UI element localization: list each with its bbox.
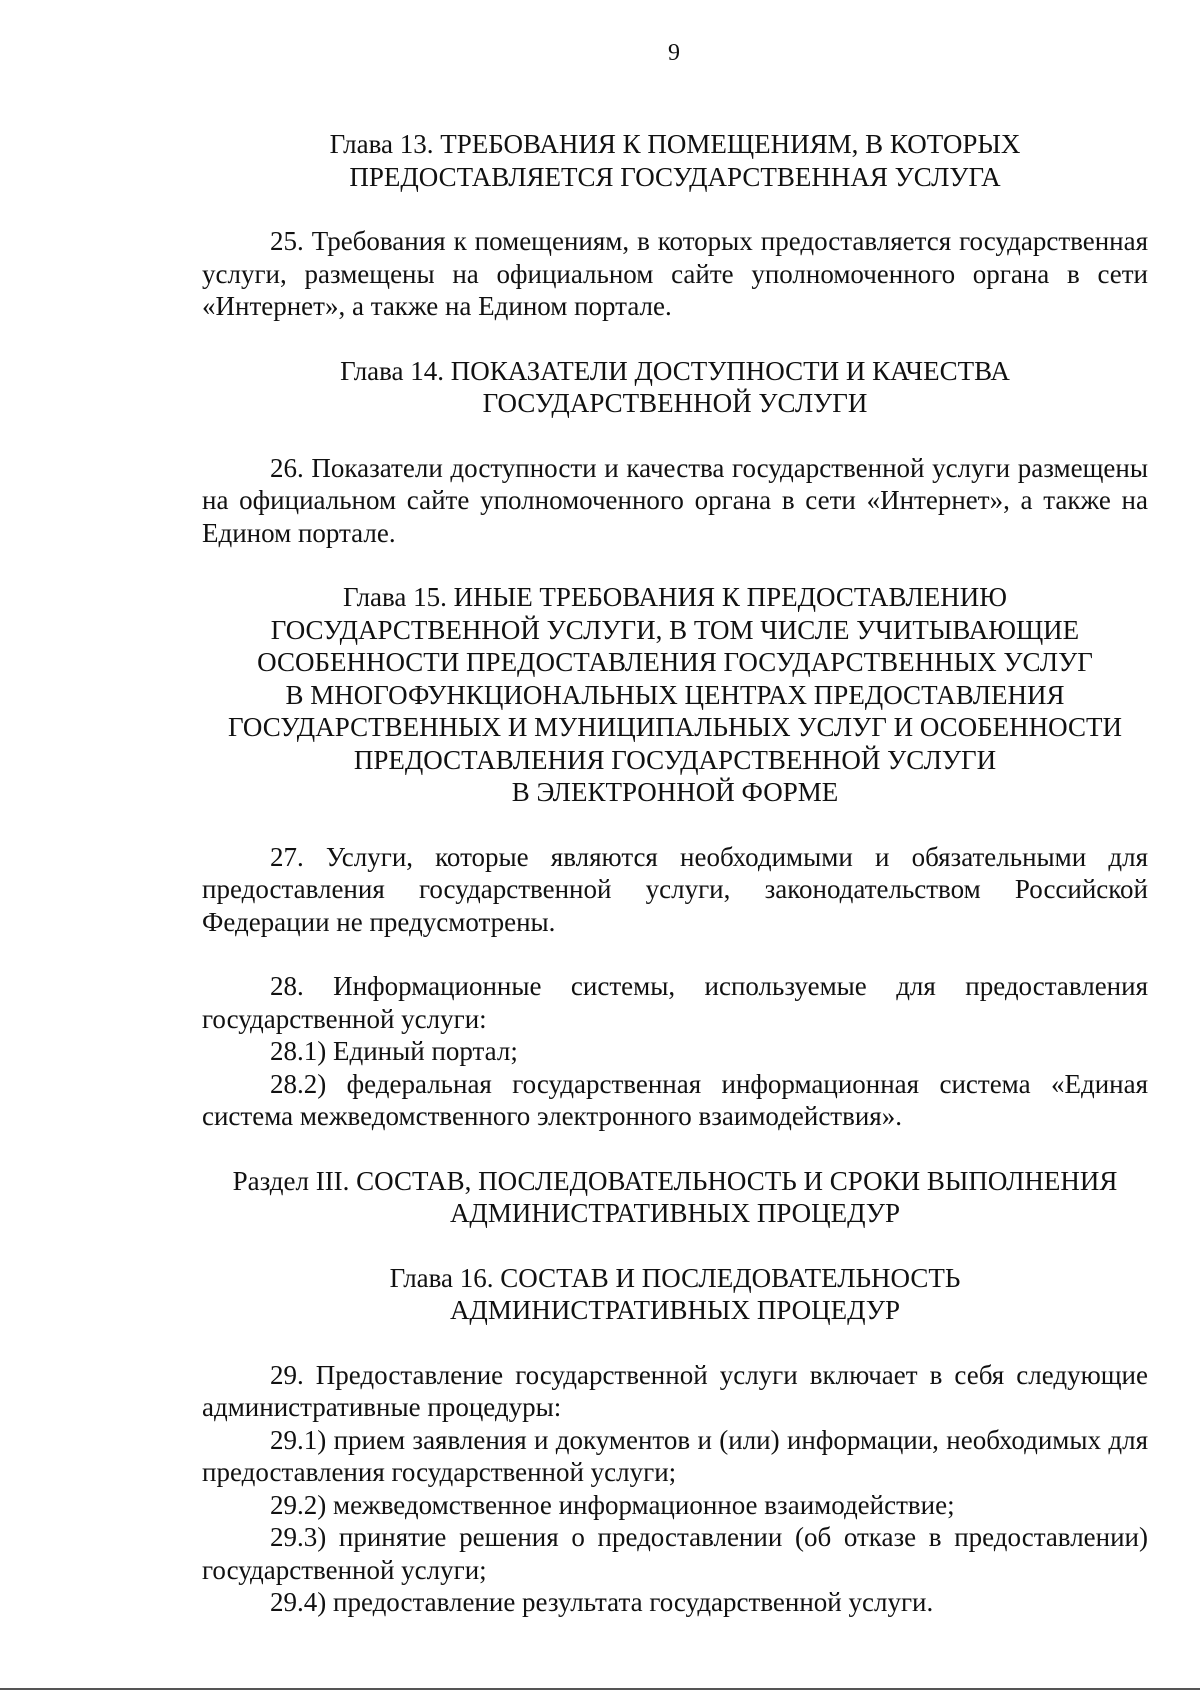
heading-line: ПРЕДОСТАВЛЯЕТСЯ ГОСУДАРСТВЕННАЯ УСЛУГА xyxy=(349,161,1001,192)
heading-line: В МНОГОФУНКЦИОНАЛЬНЫХ ЦЕНТРАХ ПРЕДОСТАВЛЕНИЯ xyxy=(285,679,1065,710)
paragraph: 29. Предоставление государственной услуги включает в себя следующие административные процедуры: xyxy=(202,1359,1148,1422)
heading-line: ПРЕДОСТАВЛЕНИЯ ГОСУДАРСТВЕННОЙ УСЛУГИ xyxy=(353,744,997,775)
section-heading xyxy=(202,1165,1148,1230)
bottom-rule xyxy=(0,1688,1200,1690)
heading-line: Глава 16. СОСТАВ И ПОСЛЕДОВАТЕЛЬНОСТЬ xyxy=(389,1262,961,1293)
paragraph: 28.1) Единый портал; xyxy=(270,1036,518,1066)
heading-line: АДМИНИСТРАТИВНЫХ ПРОЦЕДУР xyxy=(449,1198,901,1228)
heading-line: ОСОБЕННОСТИ ПРЕДОСТАВЛЕНИЯ ГОСУДАРСТВЕННЫХ УСЛУГ xyxy=(257,647,1093,677)
heading-line: Раздел III. СОСТАВ, ПОСЛЕДОВАТЕЛЬНОСТЬ И СРОКИ ВЫПОЛНЕНИЯ xyxy=(232,1165,1118,1196)
heading-line: Глава 15. ИНЫЕ ТРЕБОВАНИЯ К ПРЕДОСТАВЛЕНИЮ xyxy=(342,582,1008,612)
paragraph: 29.4) предоставление результата государственной услуги. xyxy=(270,1587,934,1617)
paragraph: 27. Услуги, которые являются необходимыми и обязательными для предоставления государственной услуги, законодательством Российской Федерации не предусмотрены. xyxy=(202,841,1148,937)
paragraph: 29.2) межведомственное информационное взаимодействие; xyxy=(270,1489,955,1520)
document-body xyxy=(202,128,1148,1619)
section-heading xyxy=(202,1262,1148,1327)
heading-line: ГОСУДАРСТВЕННОЙ УСЛУГИ xyxy=(482,388,868,418)
paragraph: 29.3) принятие решения о предоставлении (об отказе в предоставлении) государственной услуги; xyxy=(202,1522,1148,1585)
paragraph: 29.1) прием заявления и документов и (или) информации, необходимых для предоставления государственной услуги; xyxy=(202,1424,1148,1487)
paragraph: 28. Информационные системы, используемые для предоставления государственной услуги: xyxy=(202,971,1148,1034)
paragraph: 25. Требования к помещениям, в которых предоставляется государственная услуги, размещены на официальном сайте уполномоченного органа в сети «Интернет», а также на Едином портале. xyxy=(202,226,1148,321)
heading-line: АДМИНИСТРАТИВНЫХ ПРОЦЕДУР xyxy=(449,1295,901,1325)
heading-line: ГОСУДАРСТВЕННОЙ УСЛУГИ, В ТОМ ЧИСЛЕ УЧИТЫВАЮЩИЕ xyxy=(270,614,1080,645)
paragraph: 26. Показатели доступности и качества государственной услуги размещены на официальном сайте уполномоченного органа в сети «Интернет», а также на Едином портале. xyxy=(202,452,1148,548)
section-heading xyxy=(202,355,1148,420)
section-heading xyxy=(202,581,1148,809)
heading-line: ГОСУДАРСТВЕННЫХ И МУНИЦИПАЛЬНЫХ УСЛУГ И ОСОБЕННОСТИ xyxy=(228,712,1122,742)
heading-line: Глава 14. ПОКАЗАТЕЛИ ДОСТУПНОСТИ И КАЧЕСТВА xyxy=(340,355,1010,386)
paragraph: 28.2) федеральная государственная информационная система «Единая система межведомственного электронного взаимодействия». xyxy=(202,1068,1148,1131)
heading-line: В ЭЛЕКТРОННОЙ ФОРМЕ xyxy=(511,777,839,807)
section-heading xyxy=(202,128,1148,193)
heading-line: Глава 13. ТРЕБОВАНИЯ К ПОМЕЩЕНИЯМ, В КОТОРЫХ xyxy=(329,129,1021,159)
page-number: 9 xyxy=(668,40,680,66)
